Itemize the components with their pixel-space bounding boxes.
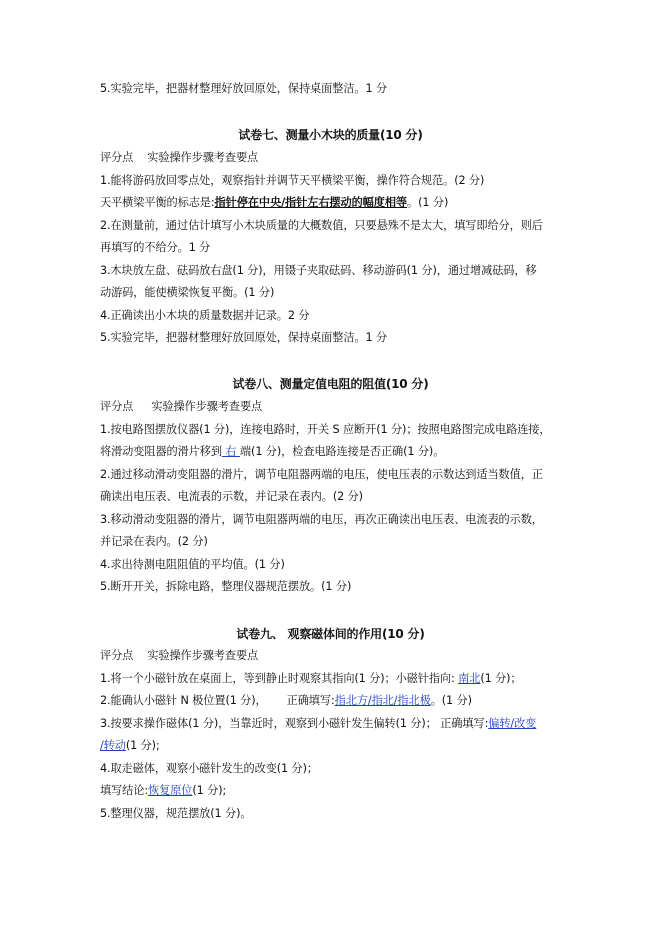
s8-line-6: 并记录在表内。(2 分) — [100, 535, 208, 548]
s8-line-2-prefix: 将滑动变阻器的滑片移到 — [100, 445, 222, 458]
s7-line-8: 5.实验完毕，把器材整理好放回原处，保持桌面整洁。1 分 — [100, 331, 388, 344]
s8-line-7: 4.求出待测电阻阻值的平均值。(1 分) — [100, 558, 285, 571]
s7-line-2-prefix: 天平横梁平衡的标志是: — [100, 196, 215, 209]
s7-header-score: 评分点 — [100, 151, 134, 164]
s9-header-score: 评分点 — [100, 649, 134, 662]
s8-line-1: 1.按电路图摆放仪器(1 分)，连接电路时，开关 S 应断开(1 分)；按照电路图完成电路连接， — [100, 423, 551, 436]
s9-header — [100, 648, 570, 664]
s9-line-4-suffix: (1 分); — [125, 739, 160, 752]
s9-line-5: 4.取走磁体，观察小磁针发生的改变(1 分)； — [100, 762, 318, 775]
s8-header — [100, 399, 570, 415]
s9-line-2-prefix: 2.能确认小磁针 N 极位置(1 分)， — [100, 694, 267, 707]
s7-line-2 — [100, 195, 570, 211]
s9-line-1 — [100, 671, 570, 687]
s9-line-1-answer: 南北 — [458, 672, 481, 685]
s8-line-5: 3.移动滑动变阻器的滑片，调节电阻器两端的电压，再次正确读出电压表、电流表的示数， — [100, 513, 543, 526]
section-8-title: 试卷八、测量定值电阻的阻值(10 分) — [232, 377, 429, 391]
s9-line-1-suffix: (1 分)； — [480, 672, 522, 685]
s8-header-score: 评分点 — [100, 400, 134, 413]
s9-line-3-answer: 偏转/改变 — [488, 717, 537, 730]
s9-line-2-label: 正确填写: — [286, 694, 335, 707]
s8-line-2 — [100, 444, 570, 460]
s8-line-4: 确读出电压表、电流表的示数，并记录在表内。(2 分) — [100, 490, 363, 503]
s6-line-5: 5.实验完毕，把器材整理好放回原处，保持桌面整洁。1 分 — [100, 82, 388, 95]
s9-line-2-answer: 指北方/指北/指北极 — [334, 694, 431, 707]
s9-header-steps: 实验操作步骤考查要点 — [147, 649, 259, 662]
s9-line-6 — [100, 783, 570, 799]
s9-line-4-answer: /转动 — [100, 739, 126, 752]
s7-header — [100, 150, 570, 166]
s9-line-3-prefix: 3.按要求操作磁体(1 分)，当靠近时，观察到小磁针发生偏转(1 分)； 正确填写: — [100, 717, 489, 730]
s8-line-2-suffix: 端(1 分)，检查电路连接是否正确(1 分)。 — [239, 445, 445, 458]
s7-line-2-suffix: 。(1 分) — [407, 196, 449, 209]
s7-line-4: 再填写的不给分。1 分 — [100, 241, 211, 254]
s8-header-steps: 实验操作步骤考查要点 — [151, 400, 263, 413]
s7-line-5: 3.木块放左盘、砝码放右盘(1 分)，用镊子夹取砝码、移动游码(1 分)，通过增减砝码，移 — [100, 264, 537, 277]
s7-line-1: 1.能将游码放回零点处，观察指针并调节天平横梁平衡，操作符合规范。(2 分) — [100, 174, 485, 187]
s9-line-3 — [100, 716, 570, 732]
s7-line-2-answer: 指针停在中央/指针左右摆动的幅度相等 — [214, 196, 408, 209]
s9-line-4 — [100, 738, 570, 754]
s9-line-7: 5.整理仪器，规范摆放(1 分)。 — [100, 807, 252, 820]
s9-line-6-suffix: (1 分); — [192, 784, 227, 797]
s7-header-steps: 实验操作步骤考查要点 — [147, 151, 259, 164]
s8-line-3: 2.通过移动滑动变阻器的滑片，调节电阻器两端的电压，使电压表的示数达到适当数值，正 — [100, 468, 543, 481]
s9-line-2-suffix: 。(1 分) — [430, 694, 472, 707]
s8-line-2-answer: 右 — [221, 445, 240, 458]
s7-line-3: 2.在测量前，通过估计填写小木块质量的大概数值，只要悬殊不是太大，填写即给分，则后 — [100, 219, 543, 232]
s7-line-6: 动游码，能使横梁恢复平衡。(1 分) — [100, 286, 275, 299]
s9-line-6-prefix: 填写结论: — [100, 784, 149, 797]
s8-line-8: 5.断开开关，拆除电路，整理仪器规范摆放。(1 分) — [100, 580, 352, 593]
s7-line-7: 4.正确读出小木块的质量数据并记录。2 分 — [100, 309, 310, 322]
s9-line-1-prefix: 1.将一个小磁针放在桌面上，等到静止时观察其指向(1 分)；小磁针指向: — [100, 672, 455, 685]
s9-line-6-answer: 恢复原位 — [148, 784, 193, 797]
section-7-title: 试卷七、测量小木块的质量(10 分) — [238, 128, 423, 142]
section-9-title: 试卷九、 观察磁体间的作用(10 分) — [236, 627, 425, 641]
s9-line-2 — [100, 693, 570, 709]
